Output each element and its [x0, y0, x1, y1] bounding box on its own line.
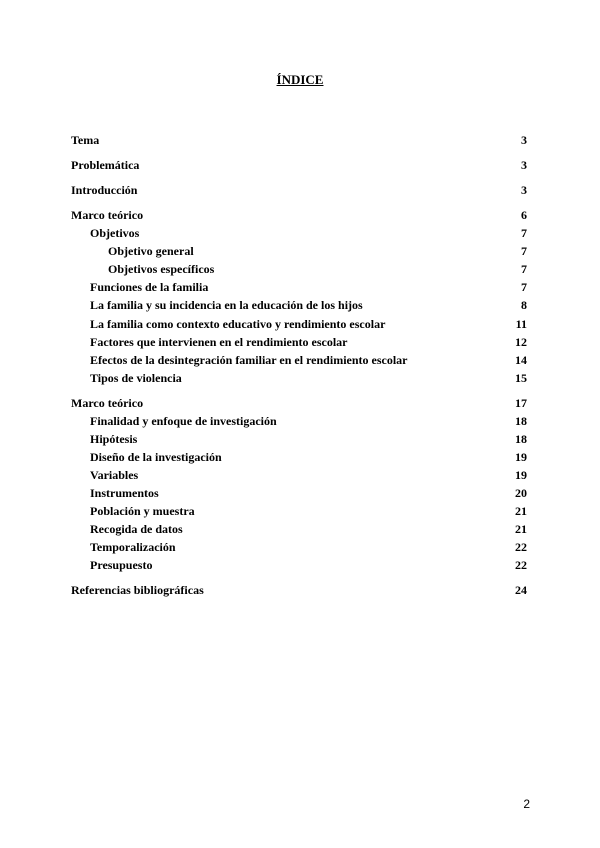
toc-entry-page: 14 — [515, 353, 527, 367]
toc-entry[interactable] — [71, 503, 527, 519]
toc-entry-label: Presupuesto — [90, 558, 153, 572]
toc-entry-label: Población y muestra — [90, 504, 195, 518]
toc-entry[interactable] — [71, 370, 527, 386]
toc-entry-page: 7 — [521, 226, 527, 240]
toc-entry[interactable] — [71, 132, 527, 148]
toc-entry-label: Recogida de datos — [90, 522, 183, 536]
toc-entry-label: Objetivo general — [108, 244, 194, 258]
toc-entry-label: Variables — [90, 468, 139, 482]
toc-entry-label: Tipos de violencia — [90, 371, 182, 385]
toc-entry[interactable] — [71, 316, 527, 332]
toc-entry[interactable] — [71, 582, 527, 598]
toc-entry[interactable] — [71, 261, 527, 277]
toc-entry-page: 24 — [515, 583, 527, 597]
toc-entry-page: 6 — [521, 208, 527, 222]
toc-entry-page: 3 — [521, 133, 527, 147]
toc-entry-label: Marco teórico — [71, 396, 144, 410]
toc-entry-label: La familia como contexto educativo y rendimiento escolar — [90, 317, 386, 331]
toc-entry-page: 15 — [515, 371, 527, 385]
toc-entry-page: 21 — [515, 522, 527, 536]
toc-entry[interactable] — [71, 352, 527, 368]
toc-entry[interactable] — [71, 467, 527, 483]
toc-entry-page: 7 — [521, 244, 527, 258]
toc-entry[interactable] — [71, 243, 527, 259]
toc-entry[interactable] — [71, 395, 527, 411]
page-number: 2 — [523, 797, 530, 811]
toc-entry-page: 17 — [515, 396, 527, 410]
toc-entry-label: Hipótesis — [90, 432, 138, 446]
toc-entry-page: 7 — [521, 262, 527, 276]
toc-entry[interactable] — [71, 413, 527, 429]
toc-entry[interactable] — [71, 207, 527, 223]
toc-entry-label: Instrumentos — [90, 486, 159, 500]
toc-entry-label: Objetivos — [90, 226, 140, 240]
toc-entry-label: Finalidad y enfoque de investigación — [90, 414, 277, 428]
toc-entry[interactable] — [71, 279, 527, 295]
toc-entry-page: 11 — [515, 317, 527, 331]
toc-entry[interactable] — [71, 157, 527, 173]
toc-entry-page: 3 — [521, 158, 527, 172]
toc-entry-label: La familia y su incidencia en la educación de los hijos — [90, 298, 363, 312]
toc-entry[interactable] — [71, 449, 527, 465]
toc-entry-label: Funciones de la familia — [90, 280, 209, 294]
toc-entry[interactable] — [71, 557, 527, 573]
toc-entry[interactable] — [71, 431, 527, 447]
toc-entry-page: 3 — [521, 183, 527, 197]
toc-entry-page: 18 — [515, 414, 527, 428]
toc-entry-page: 12 — [515, 335, 527, 349]
toc-entry[interactable] — [71, 485, 527, 501]
toc-entry-label: Objetivos específicos — [108, 262, 215, 276]
toc-entry-page: 8 — [521, 298, 527, 312]
toc-entry-page: 22 — [515, 558, 527, 572]
toc-entry-page: 22 — [515, 540, 527, 554]
page-title: ÍNDICE — [276, 72, 324, 87]
toc-entry-label: Tema — [71, 133, 100, 147]
toc-entry-page: 19 — [515, 468, 527, 482]
toc-entry[interactable] — [71, 521, 527, 537]
toc-entry-label: Factores que intervienen en el rendimiento escolar — [90, 335, 348, 349]
toc-entry[interactable] — [71, 182, 527, 198]
toc-entry[interactable] — [71, 297, 527, 313]
toc-entry[interactable] — [71, 225, 527, 241]
toc-entry-label: Efectos de la desintegración familiar en el rendimiento escolar — [90, 353, 408, 367]
toc-entry-label: Diseño de la investigación — [90, 450, 222, 464]
toc-entry-label: Problemática — [71, 158, 140, 172]
toc-entry-label: Temporalización — [90, 540, 176, 554]
toc-entry[interactable] — [71, 539, 527, 555]
toc-entry-page: 19 — [515, 450, 527, 464]
toc-entry-label: Referencias bibliográficas — [71, 583, 204, 597]
toc-entry-page: 7 — [521, 280, 527, 294]
toc-entry-page: 21 — [515, 504, 527, 518]
toc-entry-label: Introducción — [71, 183, 138, 197]
toc-entry-page: 20 — [515, 486, 527, 500]
toc-entry-label: Marco teórico — [71, 208, 144, 222]
toc-entry[interactable] — [71, 334, 527, 350]
toc-entry-page: 18 — [515, 432, 527, 446]
